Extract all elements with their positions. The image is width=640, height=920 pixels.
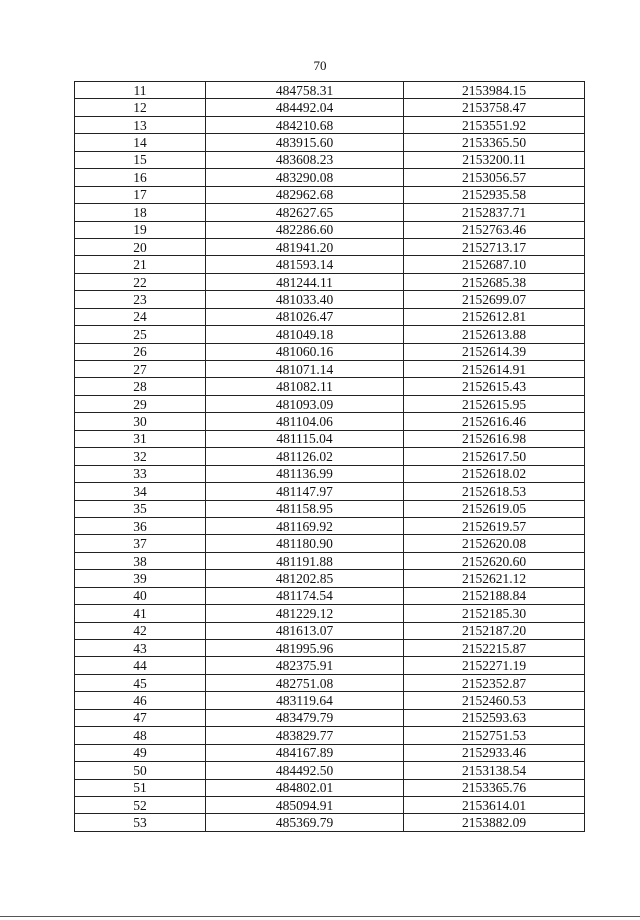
x-coordinate-cell: 484492.04 bbox=[206, 99, 404, 116]
y-coordinate-cell: 2153200.11 bbox=[404, 151, 585, 168]
table-row bbox=[75, 465, 585, 482]
point-number-cell: 49 bbox=[75, 744, 206, 761]
y-coordinate-cell: 2152935.58 bbox=[404, 186, 585, 203]
x-coordinate-cell: 481613.07 bbox=[206, 622, 404, 639]
y-coordinate-cell: 2152699.07 bbox=[404, 291, 585, 308]
x-coordinate-cell: 481126.02 bbox=[206, 448, 404, 465]
y-coordinate-cell: 2153551.92 bbox=[404, 116, 585, 133]
x-coordinate-cell: 481995.96 bbox=[206, 640, 404, 657]
x-coordinate-cell: 481191.88 bbox=[206, 552, 404, 569]
y-coordinate-cell: 2153138.54 bbox=[404, 762, 585, 779]
table-row bbox=[75, 814, 585, 831]
coordinate-table bbox=[74, 81, 585, 832]
y-coordinate-cell: 2152618.53 bbox=[404, 483, 585, 500]
y-coordinate-cell: 2152837.71 bbox=[404, 204, 585, 221]
x-coordinate-cell: 483479.79 bbox=[206, 709, 404, 726]
point-number-cell: 19 bbox=[75, 221, 206, 238]
y-coordinate-cell: 2152616.98 bbox=[404, 430, 585, 447]
x-coordinate-cell: 483915.60 bbox=[206, 134, 404, 151]
point-number-cell: 41 bbox=[75, 605, 206, 622]
x-coordinate-cell: 481115.04 bbox=[206, 430, 404, 447]
table-row bbox=[75, 395, 585, 412]
y-coordinate-cell: 2152619.05 bbox=[404, 500, 585, 517]
y-coordinate-cell: 2152618.02 bbox=[404, 465, 585, 482]
point-number-cell: 24 bbox=[75, 308, 206, 325]
point-number-cell: 48 bbox=[75, 727, 206, 744]
y-coordinate-cell: 2153056.57 bbox=[404, 169, 585, 186]
x-coordinate-cell: 481136.99 bbox=[206, 465, 404, 482]
x-coordinate-cell: 481033.40 bbox=[206, 291, 404, 308]
y-coordinate-cell: 2153882.09 bbox=[404, 814, 585, 831]
y-coordinate-cell: 2152185.30 bbox=[404, 605, 585, 622]
point-number-cell: 21 bbox=[75, 256, 206, 273]
x-coordinate-cell: 481941.20 bbox=[206, 238, 404, 255]
point-number-cell: 28 bbox=[75, 378, 206, 395]
table-row bbox=[75, 343, 585, 360]
x-coordinate-cell: 481158.95 bbox=[206, 500, 404, 517]
point-number-cell: 53 bbox=[75, 814, 206, 831]
point-number-cell: 32 bbox=[75, 448, 206, 465]
table-row bbox=[75, 413, 585, 430]
point-number-cell: 15 bbox=[75, 151, 206, 168]
point-number-cell: 12 bbox=[75, 99, 206, 116]
x-coordinate-cell: 481169.92 bbox=[206, 517, 404, 534]
point-number-cell: 52 bbox=[75, 796, 206, 813]
point-number-cell: 14 bbox=[75, 134, 206, 151]
y-coordinate-cell: 2153365.50 bbox=[404, 134, 585, 151]
table-row bbox=[75, 99, 585, 116]
table-row bbox=[75, 674, 585, 691]
point-number-cell: 18 bbox=[75, 204, 206, 221]
point-number-cell: 16 bbox=[75, 169, 206, 186]
x-coordinate-cell: 481093.09 bbox=[206, 395, 404, 412]
table-row bbox=[75, 640, 585, 657]
y-coordinate-cell: 2152460.53 bbox=[404, 692, 585, 709]
table-row bbox=[75, 134, 585, 151]
x-coordinate-cell: 481071.14 bbox=[206, 361, 404, 378]
y-coordinate-cell: 2152188.84 bbox=[404, 587, 585, 604]
point-number-cell: 33 bbox=[75, 465, 206, 482]
y-coordinate-cell: 2152593.63 bbox=[404, 709, 585, 726]
table-row bbox=[75, 308, 585, 325]
x-coordinate-cell: 482627.65 bbox=[206, 204, 404, 221]
table-row bbox=[75, 186, 585, 203]
point-number-cell: 29 bbox=[75, 395, 206, 412]
x-coordinate-cell: 482751.08 bbox=[206, 674, 404, 691]
table-row bbox=[75, 796, 585, 813]
x-coordinate-cell: 483829.77 bbox=[206, 727, 404, 744]
point-number-cell: 38 bbox=[75, 552, 206, 569]
point-number-cell: 39 bbox=[75, 570, 206, 587]
table-row bbox=[75, 744, 585, 761]
y-coordinate-cell: 2152620.08 bbox=[404, 535, 585, 552]
point-number-cell: 31 bbox=[75, 430, 206, 447]
y-coordinate-cell: 2153984.15 bbox=[404, 82, 585, 99]
x-coordinate-cell: 482286.60 bbox=[206, 221, 404, 238]
table-row bbox=[75, 430, 585, 447]
y-coordinate-cell: 2152271.19 bbox=[404, 657, 585, 674]
point-number-cell: 50 bbox=[75, 762, 206, 779]
page-bottom-border bbox=[0, 916, 640, 917]
table-row bbox=[75, 570, 585, 587]
table-row bbox=[75, 238, 585, 255]
x-coordinate-cell: 482375.91 bbox=[206, 657, 404, 674]
y-coordinate-cell: 2152933.46 bbox=[404, 744, 585, 761]
table-row bbox=[75, 692, 585, 709]
table-row bbox=[75, 378, 585, 395]
table-row bbox=[75, 256, 585, 273]
point-number-cell: 30 bbox=[75, 413, 206, 430]
x-coordinate-cell: 481082.11 bbox=[206, 378, 404, 395]
table-row bbox=[75, 622, 585, 639]
table-row bbox=[75, 448, 585, 465]
table-row bbox=[75, 361, 585, 378]
x-coordinate-cell: 481026.47 bbox=[206, 308, 404, 325]
x-coordinate-cell: 481049.18 bbox=[206, 326, 404, 343]
y-coordinate-cell: 2152615.95 bbox=[404, 395, 585, 412]
x-coordinate-cell: 485369.79 bbox=[206, 814, 404, 831]
x-coordinate-cell: 483290.08 bbox=[206, 169, 404, 186]
point-number-cell: 47 bbox=[75, 709, 206, 726]
y-coordinate-cell: 2152621.12 bbox=[404, 570, 585, 587]
table-row bbox=[75, 221, 585, 238]
point-number-cell: 23 bbox=[75, 291, 206, 308]
table-row bbox=[75, 483, 585, 500]
table-row bbox=[75, 657, 585, 674]
table-row bbox=[75, 762, 585, 779]
y-coordinate-cell: 2152620.60 bbox=[404, 552, 585, 569]
x-coordinate-cell: 484802.01 bbox=[206, 779, 404, 796]
x-coordinate-cell: 481593.14 bbox=[206, 256, 404, 273]
table-row bbox=[75, 116, 585, 133]
table-row bbox=[75, 552, 585, 569]
x-coordinate-cell: 481174.54 bbox=[206, 587, 404, 604]
y-coordinate-cell: 2152713.17 bbox=[404, 238, 585, 255]
y-coordinate-cell: 2152685.38 bbox=[404, 273, 585, 290]
table-row bbox=[75, 500, 585, 517]
point-number-cell: 42 bbox=[75, 622, 206, 639]
y-coordinate-cell: 2152614.39 bbox=[404, 343, 585, 360]
table-row bbox=[75, 291, 585, 308]
table-row bbox=[75, 273, 585, 290]
point-number-cell: 27 bbox=[75, 361, 206, 378]
x-coordinate-cell: 482962.68 bbox=[206, 186, 404, 203]
table-row bbox=[75, 587, 585, 604]
point-number-cell: 34 bbox=[75, 483, 206, 500]
point-number-cell: 36 bbox=[75, 517, 206, 534]
point-number-cell: 20 bbox=[75, 238, 206, 255]
table-row bbox=[75, 779, 585, 796]
point-number-cell: 13 bbox=[75, 116, 206, 133]
page-number: 70 bbox=[313, 58, 327, 73]
table-row bbox=[75, 82, 585, 99]
x-coordinate-cell: 481147.97 bbox=[206, 483, 404, 500]
y-coordinate-cell: 2152619.57 bbox=[404, 517, 585, 534]
y-coordinate-cell: 2152613.88 bbox=[404, 326, 585, 343]
x-coordinate-cell: 481202.85 bbox=[206, 570, 404, 587]
x-coordinate-cell: 484492.50 bbox=[206, 762, 404, 779]
point-number-cell: 17 bbox=[75, 186, 206, 203]
table-row bbox=[75, 517, 585, 534]
y-coordinate-cell: 2153614.01 bbox=[404, 796, 585, 813]
point-number-cell: 43 bbox=[75, 640, 206, 657]
table-row bbox=[75, 169, 585, 186]
table-row bbox=[75, 727, 585, 744]
point-number-cell: 40 bbox=[75, 587, 206, 604]
point-number-cell: 11 bbox=[75, 82, 206, 99]
y-coordinate-cell: 2153758.47 bbox=[404, 99, 585, 116]
x-coordinate-cell: 484758.31 bbox=[206, 82, 404, 99]
table-row bbox=[75, 535, 585, 552]
y-coordinate-cell: 2152612.81 bbox=[404, 308, 585, 325]
y-coordinate-cell: 2152616.46 bbox=[404, 413, 585, 430]
y-coordinate-cell: 2152614.91 bbox=[404, 361, 585, 378]
y-coordinate-cell: 2152187.20 bbox=[404, 622, 585, 639]
point-number-cell: 37 bbox=[75, 535, 206, 552]
x-coordinate-cell: 483608.23 bbox=[206, 151, 404, 168]
y-coordinate-cell: 2153365.76 bbox=[404, 779, 585, 796]
table-row bbox=[75, 709, 585, 726]
point-number-cell: 44 bbox=[75, 657, 206, 674]
point-number-cell: 35 bbox=[75, 500, 206, 517]
point-number-cell: 51 bbox=[75, 779, 206, 796]
y-coordinate-cell: 2152215.87 bbox=[404, 640, 585, 657]
table-row bbox=[75, 326, 585, 343]
x-coordinate-cell: 481104.06 bbox=[206, 413, 404, 430]
y-coordinate-cell: 2152352.87 bbox=[404, 674, 585, 691]
table-row bbox=[75, 151, 585, 168]
x-coordinate-cell: 481180.90 bbox=[206, 535, 404, 552]
point-number-cell: 46 bbox=[75, 692, 206, 709]
table-row bbox=[75, 204, 585, 221]
y-coordinate-cell: 2152687.10 bbox=[404, 256, 585, 273]
x-coordinate-cell: 481229.12 bbox=[206, 605, 404, 622]
point-number-cell: 25 bbox=[75, 326, 206, 343]
y-coordinate-cell: 2152751.53 bbox=[404, 727, 585, 744]
x-coordinate-cell: 481060.16 bbox=[206, 343, 404, 360]
x-coordinate-cell: 484210.68 bbox=[206, 116, 404, 133]
point-number-cell: 22 bbox=[75, 273, 206, 290]
y-coordinate-cell: 2152617.50 bbox=[404, 448, 585, 465]
point-number-cell: 45 bbox=[75, 674, 206, 691]
point-number-cell: 26 bbox=[75, 343, 206, 360]
y-coordinate-cell: 2152763.46 bbox=[404, 221, 585, 238]
x-coordinate-cell: 483119.64 bbox=[206, 692, 404, 709]
x-coordinate-cell: 484167.89 bbox=[206, 744, 404, 761]
x-coordinate-cell: 481244.11 bbox=[206, 273, 404, 290]
table-row bbox=[75, 605, 585, 622]
y-coordinate-cell: 2152615.43 bbox=[404, 378, 585, 395]
x-coordinate-cell: 485094.91 bbox=[206, 796, 404, 813]
